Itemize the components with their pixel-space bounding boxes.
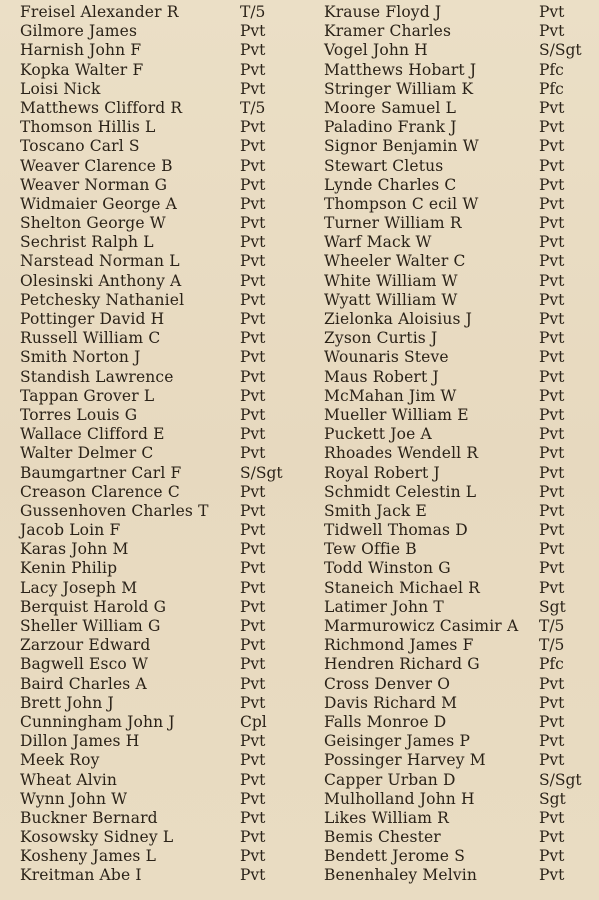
- left-name: Torres Louis G: [20, 405, 138, 424]
- right-name: Latimer John T: [324, 597, 444, 616]
- roster-row: [0, 732, 599, 751]
- left-rank: Pvt: [240, 636, 266, 655]
- left-name: Pottinger David H: [20, 310, 165, 328]
- left-name: Olesinski Anthony A: [20, 271, 182, 290]
- roster-row: [0, 329, 599, 348]
- left-name: Weaver Clarence B: [20, 156, 173, 175]
- right-rank: Pvt: [539, 252, 565, 271]
- roster-row: [0, 771, 599, 790]
- left-name: Walter Delmer C: [20, 444, 154, 463]
- left-rank: Pvt: [240, 444, 266, 463]
- roster-row: [0, 406, 599, 425]
- left-name: Baird Charles A: [20, 674, 147, 693]
- left-rank: Pvt: [240, 118, 266, 137]
- right-rank: Pvt: [539, 367, 565, 386]
- right-rank: Pvt: [539, 156, 565, 175]
- left-rank: T/5: [240, 98, 266, 117]
- right-name: Geisinger James P: [324, 732, 471, 751]
- left-rank: Pvt: [240, 60, 266, 79]
- right-rank: Pvt: [539, 808, 565, 827]
- right-name: Kramer Charles: [324, 22, 452, 41]
- left-rank: Pvt: [240, 866, 266, 885]
- left-name: Creason Clarence C: [20, 482, 180, 501]
- right-name: Tidwell Thomas D: [324, 521, 468, 540]
- right-name: Stringer William K: [324, 79, 474, 98]
- roster-row: [0, 99, 599, 118]
- left-name: Petchesky Nathaniel: [20, 290, 185, 309]
- right-rank: Pvt: [539, 405, 565, 424]
- right-rank: Pvt: [539, 233, 565, 252]
- right-name: Mulholland John H: [324, 789, 475, 808]
- roster-row: [0, 675, 599, 694]
- left-rank: Pvt: [240, 751, 266, 770]
- right-name: Krause Floyd J: [324, 3, 442, 21]
- roster-row: [0, 847, 599, 866]
- left-rank: Pvt: [240, 617, 266, 635]
- roster-row: [0, 80, 599, 99]
- right-rank: Pvt: [539, 463, 565, 482]
- left-name: Kosowsky Sidney L: [20, 828, 174, 847]
- right-rank: Pvt: [539, 847, 565, 866]
- right-name: Zyson Curtis J: [324, 329, 438, 348]
- left-name: Narstead Norman L: [20, 252, 180, 271]
- roster-row: [0, 291, 599, 310]
- right-rank: Pvt: [539, 98, 565, 117]
- left-name: Sechrist Ralph L: [20, 233, 154, 252]
- right-rank: Pvt: [539, 501, 565, 520]
- left-name: Baumgartner Carl F: [20, 463, 182, 482]
- right-name: Capper Urban D: [324, 770, 456, 789]
- left-name: Zarzour Edward: [20, 636, 151, 655]
- left-name: Kreitman Abe I: [20, 866, 142, 885]
- right-name: Wounaris Steve: [324, 348, 449, 367]
- right-rank: Pvt: [539, 559, 565, 578]
- roster-row: [0, 233, 599, 252]
- roster-list: [0, 3, 599, 886]
- right-name: Cross Denver O: [324, 674, 451, 693]
- left-rank: Pvt: [240, 597, 266, 616]
- left-rank: Pvt: [240, 367, 266, 386]
- right-rank: Pfc: [539, 655, 564, 674]
- roster-row: [0, 521, 599, 540]
- right-name: Paladino Frank J: [324, 118, 457, 137]
- left-rank: Cpl: [240, 712, 267, 731]
- roster-row: [0, 3, 599, 22]
- roster-row: [0, 41, 599, 60]
- left-name: Kenin Philip: [20, 559, 118, 578]
- right-name: Marmurowicz Casimir A: [324, 617, 519, 635]
- right-rank: Pvt: [539, 866, 565, 885]
- roster-row: [0, 22, 599, 41]
- left-name: Berquist Harold G: [20, 597, 167, 616]
- left-rank: Pvt: [240, 693, 266, 712]
- left-name: Standish Lawrence: [20, 367, 174, 386]
- right-rank: Pvt: [539, 521, 565, 540]
- left-rank: Pvt: [240, 329, 266, 348]
- roster-row: [0, 368, 599, 387]
- roster-row: [0, 502, 599, 521]
- right-name: Tew Offie B: [324, 540, 417, 559]
- roster-row: [0, 444, 599, 463]
- right-name: Moore Samuel L: [324, 98, 457, 117]
- right-name: Lynde Charles C: [324, 175, 457, 194]
- right-name: Davis Richard M: [324, 693, 458, 712]
- right-name: Smith Jack E: [324, 501, 427, 520]
- left-rank: Pvt: [240, 252, 266, 271]
- right-rank: Pvt: [539, 22, 565, 41]
- left-name: Loisi Nick: [20, 79, 101, 98]
- left-rank: Pvt: [240, 828, 266, 847]
- left-name: Dillon James H: [20, 732, 140, 751]
- left-rank: Pvt: [240, 789, 266, 808]
- left-rank: Pvt: [240, 310, 266, 328]
- right-name: Wheeler Walter C: [324, 252, 466, 271]
- left-rank: Pvt: [240, 501, 266, 520]
- roster-row: [0, 598, 599, 617]
- right-rank: Pvt: [539, 137, 565, 156]
- right-rank: Pvt: [539, 674, 565, 693]
- left-rank: Pvt: [240, 41, 266, 60]
- right-rank: Pvt: [539, 751, 565, 770]
- roster-row: [0, 636, 599, 655]
- left-name: Bagwell Esco W: [20, 655, 149, 674]
- right-name: Hendren Richard G: [324, 655, 480, 674]
- right-name: Schmidt Celestin L: [324, 482, 477, 501]
- left-rank: T/5: [240, 3, 266, 21]
- left-name: Lacy Joseph M: [20, 578, 138, 597]
- left-name: Gilmore James: [20, 22, 138, 41]
- left-name: Wynn John W: [20, 789, 128, 808]
- right-rank: Pvt: [539, 3, 565, 21]
- right-name: Possinger Harvey M: [324, 751, 486, 770]
- roster-row: [0, 118, 599, 137]
- right-name: White William W: [324, 271, 458, 290]
- right-name: Stewart Cletus: [324, 156, 444, 175]
- right-rank: Pvt: [539, 194, 565, 213]
- roster-row: [0, 176, 599, 195]
- right-name: McMahan Jim W: [324, 386, 457, 405]
- left-rank: Pvt: [240, 233, 266, 252]
- right-name: Puckett Joe A: [324, 425, 432, 444]
- left-name: Jacob Loin F: [20, 521, 121, 540]
- right-name: Thompson C ecil W: [324, 194, 479, 213]
- right-name: Royal Robert J: [324, 463, 440, 482]
- right-rank: Pvt: [539, 118, 565, 137]
- right-name: Mueller William E: [324, 405, 469, 424]
- roster-row: [0, 157, 599, 176]
- roster-row: [0, 483, 599, 502]
- roster-row: [0, 272, 599, 291]
- roster-row: [0, 348, 599, 367]
- right-rank: Pvt: [539, 540, 565, 559]
- roster-row: [0, 713, 599, 732]
- roster-row: [0, 828, 599, 847]
- right-rank: Pvt: [539, 578, 565, 597]
- right-name: Falls Monroe D: [324, 712, 447, 731]
- left-name: Weaver Norman G: [20, 175, 168, 194]
- left-rank: Pvt: [240, 137, 266, 156]
- left-name: Tappan Grover L: [20, 386, 155, 405]
- right-rank: Pvt: [539, 482, 565, 501]
- right-rank: S/Sgt: [539, 41, 582, 60]
- right-name: Matthews Hobart J: [324, 60, 477, 79]
- left-name: Widmaier George A: [20, 194, 178, 213]
- roster-row: [0, 310, 599, 329]
- left-rank: Pvt: [240, 22, 266, 41]
- right-rank: Sgt: [539, 597, 566, 616]
- right-name: Wyatt William W: [324, 290, 458, 309]
- right-name: Richmond James F: [324, 636, 474, 655]
- roster-row: [0, 617, 599, 636]
- left-name: Matthews Clifford R: [20, 98, 183, 117]
- roster-row: [0, 195, 599, 214]
- right-name: Likes William R: [324, 808, 449, 827]
- left-rank: Pvt: [240, 578, 266, 597]
- left-name: Freisel Alexander R: [20, 3, 179, 21]
- right-rank: Sgt: [539, 789, 566, 808]
- roster-row: [0, 464, 599, 483]
- right-rank: T/5: [539, 617, 565, 635]
- left-rank: Pvt: [240, 808, 266, 827]
- left-name: Toscano Carl S: [20, 137, 140, 156]
- roster-row: [0, 790, 599, 809]
- right-rank: Pvt: [539, 348, 565, 367]
- right-name: Bemis Chester: [324, 828, 441, 847]
- left-rank: Pvt: [240, 348, 266, 367]
- roster-row: [0, 655, 599, 674]
- roster-row: [0, 387, 599, 406]
- right-rank: Pvt: [539, 386, 565, 405]
- right-rank: Pvt: [539, 290, 565, 309]
- roster-row: [0, 866, 599, 885]
- right-rank: Pvt: [539, 310, 565, 328]
- left-rank: Pvt: [240, 674, 266, 693]
- left-rank: Pvt: [240, 405, 266, 424]
- left-name: Smith Norton J: [20, 348, 141, 367]
- right-rank: Pvt: [539, 828, 565, 847]
- left-rank: S/Sgt: [240, 463, 283, 482]
- roster-row: [0, 809, 599, 828]
- right-name: Zielonka Aloisius J: [324, 310, 473, 328]
- right-name: Rhoades Wendell R: [324, 444, 479, 463]
- left-name: Brett John J: [20, 693, 114, 712]
- left-rank: Pvt: [240, 770, 266, 789]
- left-rank: Pvt: [240, 271, 266, 290]
- left-rank: Pvt: [240, 732, 266, 751]
- roster-row: [0, 252, 599, 271]
- roster-row: [0, 751, 599, 770]
- left-rank: Pvt: [240, 290, 266, 309]
- right-rank: Pfc: [539, 79, 564, 98]
- left-rank: Pvt: [240, 482, 266, 501]
- roster-row: [0, 137, 599, 156]
- right-rank: Pvt: [539, 425, 565, 444]
- left-name: Thomson Hillis L: [20, 118, 156, 137]
- left-name: Harnish John F: [20, 41, 142, 60]
- right-rank: Pvt: [539, 271, 565, 290]
- roster-row: [0, 61, 599, 80]
- right-rank: S/Sgt: [539, 770, 582, 789]
- right-name: Staneich Michael R: [324, 578, 480, 597]
- right-name: Todd Winston G: [324, 559, 451, 578]
- left-rank: Pvt: [240, 386, 266, 405]
- right-rank: Pvt: [539, 732, 565, 751]
- right-rank: T/5: [539, 636, 565, 655]
- left-rank: Pvt: [240, 540, 266, 559]
- left-name: Gussenhoven Charles T: [20, 501, 209, 520]
- right-name: Benenhaley Melvin: [324, 866, 477, 885]
- left-name: Kopka Walter F: [20, 60, 144, 79]
- right-rank: Pvt: [539, 712, 565, 731]
- right-name: Vogel John H: [324, 41, 428, 60]
- left-name: Cunningham John J: [20, 712, 175, 731]
- left-rank: Pvt: [240, 847, 266, 866]
- left-rank: Pvt: [240, 425, 266, 444]
- left-rank: Pvt: [240, 156, 266, 175]
- roster-row: [0, 579, 599, 598]
- right-rank: Pvt: [539, 175, 565, 194]
- right-rank: Pvt: [539, 444, 565, 463]
- left-name: Karas John M: [20, 540, 129, 559]
- roster-row: [0, 559, 599, 578]
- left-name: Sheller William G: [20, 617, 161, 635]
- right-name: Maus Robert J: [324, 367, 439, 386]
- left-rank: Pvt: [240, 79, 266, 98]
- left-rank: Pvt: [240, 559, 266, 578]
- left-name: Buckner Bernard: [20, 808, 158, 827]
- left-name: Meek Roy: [20, 751, 100, 770]
- right-rank: Pfc: [539, 60, 564, 79]
- roster-row: [0, 214, 599, 233]
- right-rank: Pvt: [539, 693, 565, 712]
- left-name: Russell William C: [20, 329, 161, 348]
- right-name: Bendett Jerome S: [324, 847, 465, 866]
- left-name: Wallace Clifford E: [20, 425, 165, 444]
- left-rank: Pvt: [240, 655, 266, 674]
- right-rank: Pvt: [539, 214, 565, 233]
- left-rank: Pvt: [240, 214, 266, 233]
- left-name: Wheat Alvin: [20, 770, 117, 789]
- right-name: Warf Mack W: [324, 233, 432, 252]
- right-name: Signor Benjamin W: [324, 137, 479, 156]
- roster-row: [0, 694, 599, 713]
- left-name: Kosheny James L: [20, 847, 157, 866]
- right-rank: Pvt: [539, 329, 565, 348]
- left-name: Shelton George W: [20, 214, 166, 233]
- roster-row: [0, 425, 599, 444]
- left-rank: Pvt: [240, 521, 266, 540]
- roster-row: [0, 540, 599, 559]
- right-name: Turner William R: [324, 214, 462, 233]
- left-rank: Pvt: [240, 175, 266, 194]
- left-rank: Pvt: [240, 194, 266, 213]
